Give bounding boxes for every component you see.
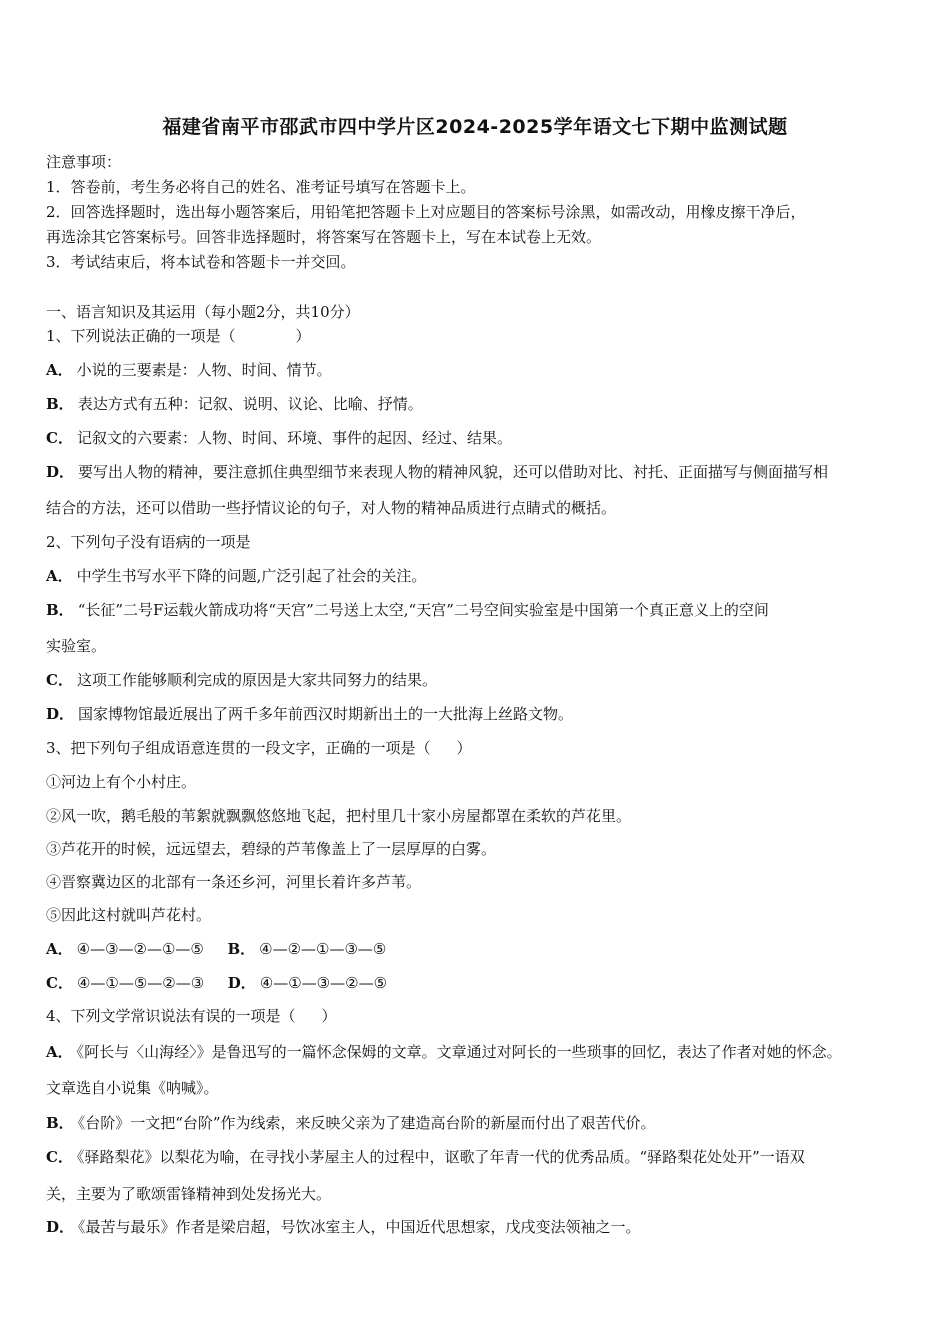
option-text: 国家博物馆最近展出了两千多年前西汉时期新出土的一大批海上丝路文物。 xyxy=(78,705,574,723)
option-letter: C． xyxy=(46,1148,73,1166)
option-text: ④—①—⑤—②—③ xyxy=(76,974,205,992)
q2-stem: 2、下列句子没有语病的一项是 xyxy=(46,533,251,551)
option-letter: D． xyxy=(46,1218,75,1236)
option-letter: A． xyxy=(46,940,73,958)
q4-option-a-cont: 文章选自小说集《呐喊》。 xyxy=(46,1079,219,1097)
q3-sentence-4: ④晋察冀边区的北部有一条还乡河，河里长着许多芦苇。 xyxy=(46,873,422,891)
option-letter: C． xyxy=(46,429,73,447)
option-letter: A． xyxy=(46,361,73,379)
option-text: 《阿长与〈山海经〉》是鲁迅写的一篇怀念保姆的文章。文章通过对阿长的一些琐事的回忆，表达了作者对她的怀念。 xyxy=(76,1043,842,1061)
notice-heading: 注意事项： xyxy=(46,153,122,171)
exam-title: 福建省南平市邵武市四中学片区2024-2025学年语文七下期中监测试题 xyxy=(162,116,788,138)
q1-option-a xyxy=(46,360,912,380)
option-text: 记叙文的六要素：人物、时间、环境、事件的起因、经过、结果。 xyxy=(76,429,512,447)
option-text: 《驿路梨花》以梨花为喻，在寻找小茅屋主人的过程中，讴歌了年青一代的优秀品质。“驿路梨花处处开”一语双 xyxy=(76,1148,805,1166)
option-letter: A． xyxy=(46,567,73,585)
q3-options-ab xyxy=(46,939,912,959)
option-letter: C． xyxy=(46,671,73,689)
section-heading: 一、语言知识及其运用（每小题2分，共10分） xyxy=(46,303,360,321)
q2-option-c xyxy=(46,670,912,690)
option-text: ④—②—①—③—⑤ xyxy=(259,940,387,958)
option-text: 《台阶》一文把“台阶”作为线索，来反映父亲为了建造高台阶的新屋而付出了艰苦代价。 xyxy=(77,1114,656,1132)
q1-stem-text: 1、下列说法正确的一项是（ xyxy=(46,327,236,345)
q1-option-c xyxy=(46,428,912,448)
q4-option-a xyxy=(46,1042,912,1062)
q1-option-d xyxy=(46,462,912,482)
option-text: 表达方式有五种：记叙、说明、议论、比喻、抒情。 xyxy=(77,395,423,413)
option-letter: A． xyxy=(46,1043,73,1061)
option-letter: C． xyxy=(46,974,73,992)
q1-stem xyxy=(46,326,912,346)
option-text: ④—①—③—②—⑤ xyxy=(259,974,388,992)
notice-item-2: 2．回答选择题时，选出每小题答案后，用铅笔把答题卡上对应题目的答案标号涂黑，如需改动，用橡皮擦干净后， xyxy=(46,203,806,221)
q3-sentence-5: ⑤因此这村就叫芦花村。 xyxy=(46,906,212,924)
q4-stem xyxy=(46,1006,912,1026)
q1-option-d-cont: 结合的方法，还可以借助一些抒情议论的句子，对人物的精神品质进行点睛式的概括。 xyxy=(46,499,617,517)
notice-item-2-cont: 再选涂其它答案标号。回答非选择题时，将答案写在答题卡上，写在本试卷上无效。 xyxy=(46,228,602,246)
option-text: 这项工作能够顺利完成的原因是大家共同努力的结果。 xyxy=(76,671,437,689)
q1-option-b xyxy=(46,394,912,414)
option-text: 要写出人物的精神，要注意抓住典型细节来表现人物的精神风貌，还可以借助对比、衬托、正面描写与侧面描写相 xyxy=(78,463,829,481)
q2-option-d xyxy=(46,704,912,724)
q3-sentence-3: ③芦花开的时候，远远望去，碧绿的芦苇像盖上了一层厚厚的白雾。 xyxy=(46,840,497,858)
q3-sentence-2: ②风一吹，鹅毛般的苇絮就飘飘悠悠地飞起，把村里几十家小房屋都罩在柔软的芦花里。 xyxy=(46,807,632,825)
q2-option-b-cont: 实验室。 xyxy=(46,637,107,655)
notice-item-3: 3．考试结束后，将本试卷和答题卡一并交回。 xyxy=(46,253,356,271)
q4-option-c-cont: 关，主要为了歌颂雷锋精神到处发扬光大。 xyxy=(46,1185,332,1203)
q4-stem-close: ） xyxy=(321,1007,337,1025)
option-letter: D． xyxy=(46,463,75,481)
option-text: 中学生书写水平下降的问题,广泛引起了社会的关注。 xyxy=(76,567,427,585)
option-text: ④—③—②—①—⑤ xyxy=(76,940,204,958)
q3-sentence-1: ①河边上有个小村庄。 xyxy=(46,773,197,791)
option-text: 《最苦与最乐》作者是梁启超，号饮冰室主人，中国近代思想家，戊戌变法领袖之一。 xyxy=(78,1218,641,1236)
q2-option-a xyxy=(46,566,912,586)
notice-item-1: 1．答卷前，考生务必将自己的姓名、准考证号填写在答题卡上。 xyxy=(46,178,476,196)
option-text: “长征”二号F运载火箭成功将“天宫”二号送上太空,“天宫”二号空间实验室是中国第一个真正意义上的空间 xyxy=(77,601,769,619)
q2-option-b xyxy=(46,600,912,620)
q1-stem-close: ） xyxy=(295,327,311,345)
option-letter: D． xyxy=(46,705,75,723)
option-letter: D． xyxy=(227,974,256,992)
q3-stem-close: ） xyxy=(456,739,472,757)
q4-option-c xyxy=(46,1147,912,1167)
q4-option-b xyxy=(46,1113,912,1133)
q3-stem xyxy=(46,738,912,758)
option-letter: B． xyxy=(227,940,256,958)
q3-options-cd xyxy=(46,973,912,993)
q4-stem-text: 4、下列文学常识说法有误的一项是（ xyxy=(46,1007,296,1025)
option-letter: B． xyxy=(46,395,74,413)
q3-stem-text: 3、把下列句子组成语意连贯的一段文字，正确的一项是（ xyxy=(46,739,431,757)
option-letter: B． xyxy=(46,1114,74,1132)
option-letter: B． xyxy=(46,601,74,619)
option-text: 小说的三要素是：人物、时间、情节。 xyxy=(76,361,332,379)
q4-option-d xyxy=(46,1217,912,1237)
